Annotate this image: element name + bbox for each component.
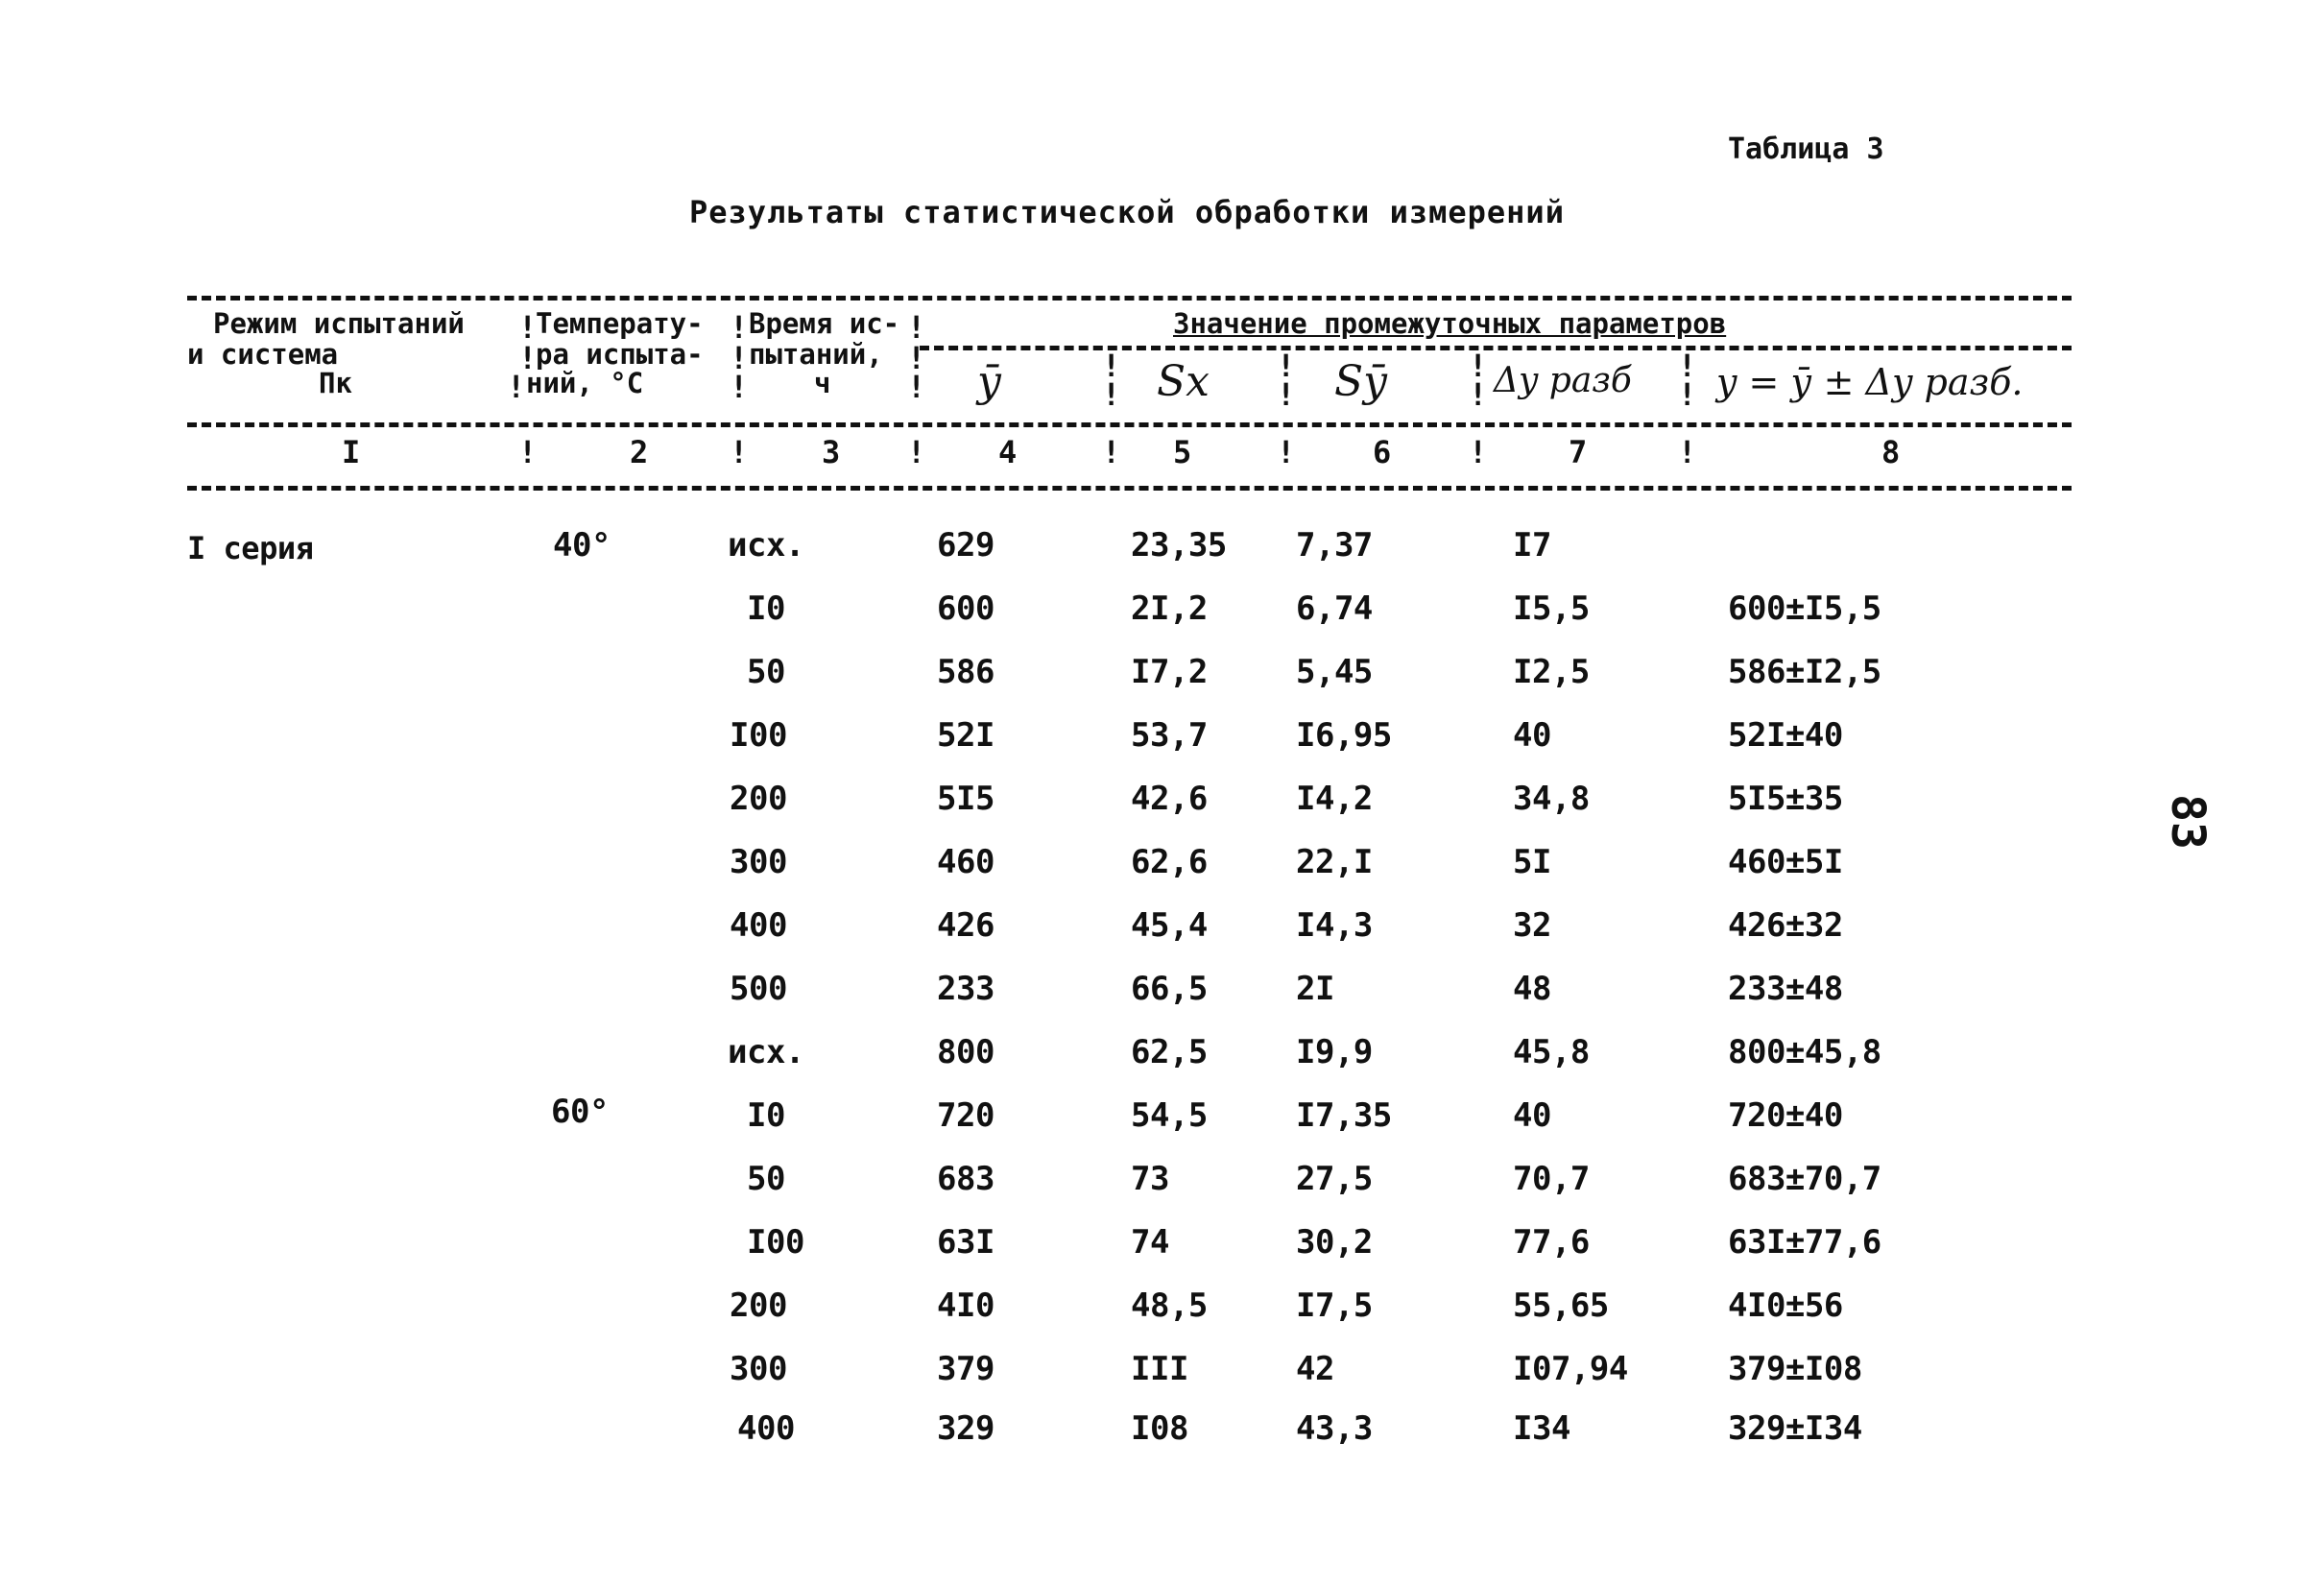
cell-sx: I7,2: [1131, 653, 1208, 691]
cell-sy: I7,35: [1296, 1096, 1392, 1135]
cell-dy: 55,65: [1513, 1286, 1609, 1325]
header-separator: !: [907, 340, 926, 376]
cell-res: 800±45,8: [1728, 1033, 1881, 1071]
cell-sy: I7,5: [1296, 1286, 1373, 1325]
header-separator: !: [730, 309, 749, 346]
page-number: 83: [2160, 794, 2215, 850]
cell-time: 50: [747, 1160, 785, 1198]
header-separator: !: [1277, 348, 1296, 384]
header-col2-line1: Температу-: [536, 307, 704, 340]
cell-dy: 70,7: [1513, 1160, 1590, 1198]
header-separator: !: [907, 369, 926, 405]
cell-y: 379: [937, 1350, 994, 1388]
cell-res: 329±I34: [1728, 1409, 1862, 1448]
cell-y: 800: [937, 1033, 994, 1071]
cell-time: 200: [730, 780, 787, 818]
cell-res: 586±I2,5: [1728, 653, 1881, 691]
cell-y: 329: [937, 1409, 994, 1448]
cell-sx: 45,4: [1131, 906, 1208, 945]
cell-y: 233: [937, 970, 994, 1008]
cell-time: исх.: [728, 526, 804, 565]
header-col1-line1: Режим испытаний: [213, 307, 465, 340]
cell-sy: I4,3: [1296, 906, 1373, 945]
cell-dy: I2,5: [1513, 653, 1590, 691]
column-number: 2: [630, 434, 649, 470]
column-separator: !: [730, 434, 749, 470]
cell-sy: 7,37: [1296, 526, 1373, 565]
cell-y: 683: [937, 1160, 994, 1198]
cell-res: 5I5±35: [1728, 780, 1843, 818]
cell-time: I00: [730, 716, 787, 755]
cell-y: 720: [937, 1096, 994, 1135]
cell-res: 720±40: [1728, 1096, 1843, 1135]
cell-sx: 23,35: [1131, 526, 1227, 565]
cell-sx: III: [1131, 1350, 1188, 1388]
cell-sy: 5,45: [1296, 653, 1373, 691]
header-separator: !: [518, 309, 538, 346]
cell-y: 629: [937, 526, 994, 565]
cell-dy: 32: [1513, 906, 1551, 945]
cell-dy: I07,94: [1513, 1350, 1628, 1388]
cell-res: 460±5I: [1728, 843, 1843, 881]
column-number: 7: [1569, 434, 1588, 470]
table-label: Таблица 3: [1728, 132, 1884, 166]
cell-dy: I5,5: [1513, 589, 1590, 628]
header-separator: !: [1678, 376, 1697, 413]
cell-dy: 34,8: [1513, 780, 1590, 818]
cell-dy: I7: [1513, 526, 1551, 565]
header-separator: !: [1469, 348, 1488, 384]
header-col1-line2: и система: [187, 338, 339, 371]
header-separator: !: [730, 369, 749, 405]
cell-time: 200: [730, 1286, 787, 1325]
cell-sy: 27,5: [1296, 1160, 1373, 1198]
cell-sy: 2I: [1296, 970, 1334, 1008]
header-separator: !: [1678, 348, 1697, 384]
header-formula: y = ӯ ± Δy разб.: [1716, 361, 2024, 403]
cell-res: 4I0±56: [1728, 1286, 1843, 1325]
cell-sx: 62,6: [1131, 843, 1208, 881]
cell-res: 233±48: [1728, 970, 1843, 1008]
cell-sx: 54,5: [1131, 1096, 1208, 1135]
cell-sx: 62,5: [1131, 1033, 1208, 1071]
cell-y: 52I: [937, 716, 994, 755]
cell-y: 460: [937, 843, 994, 881]
header-top-rule: [187, 296, 2072, 301]
cell-res: 379±I08: [1728, 1350, 1862, 1388]
cell-res: 600±I5,5: [1728, 589, 1881, 628]
cell-res: 52I±40: [1728, 716, 1843, 755]
cell-res: 63I±77,6: [1728, 1223, 1881, 1262]
cell-y: 600: [937, 589, 994, 628]
cell-time: 300: [730, 843, 787, 881]
header-mid-rule: [187, 422, 2072, 427]
header-separator: !: [1102, 376, 1121, 413]
cell-sy: 30,2: [1296, 1223, 1373, 1262]
cell-sx: 73: [1131, 1160, 1169, 1198]
header-separator: !: [1102, 348, 1121, 384]
cell-sy: I9,9: [1296, 1033, 1373, 1071]
cell-sy: 6,74: [1296, 589, 1373, 628]
cell-sy: 22,I: [1296, 843, 1373, 881]
cell-res: 426±32: [1728, 906, 1843, 945]
header-group: Значение промежуточных параметров: [1173, 307, 1727, 340]
column-separator: !: [1678, 434, 1697, 470]
column-separator: !: [1277, 434, 1296, 470]
cell-dy: 40: [1513, 1096, 1551, 1135]
cell-dy: 5I: [1513, 843, 1551, 881]
header-separator: !: [507, 369, 526, 405]
cell-time: исх.: [728, 1033, 804, 1071]
header-sx: Sx: [1157, 357, 1210, 406]
cell-time: 500: [730, 970, 787, 1008]
cell-time: 400: [730, 906, 787, 945]
cell-sx: 48,5: [1131, 1286, 1208, 1325]
cell-dy: 48: [1513, 970, 1551, 1008]
cell-dy: 77,6: [1513, 1223, 1590, 1262]
header-col1-line3: Пк: [319, 367, 352, 399]
column-separator: !: [1469, 434, 1488, 470]
cell-time: 300: [730, 1350, 787, 1388]
cell-res: 683±70,7: [1728, 1160, 1881, 1198]
cell-sx: 2I,2: [1131, 589, 1208, 628]
header-col3-line2: пытаний,: [749, 338, 883, 371]
cell-y: 426: [937, 906, 994, 945]
header-separator: !: [1277, 376, 1296, 413]
cell-sx: 74: [1131, 1223, 1169, 1262]
column-separator: !: [1102, 434, 1121, 470]
cell-time: 400: [737, 1409, 795, 1448]
cell-dy: 45,8: [1513, 1033, 1590, 1071]
cell-time: 50: [747, 653, 785, 691]
cell-sx: I08: [1131, 1409, 1188, 1448]
temperature-label: 60°: [551, 1093, 609, 1131]
column-number: 5: [1173, 434, 1192, 470]
cell-y: 586: [937, 653, 994, 691]
column-number: 6: [1373, 434, 1392, 470]
column-number: 4: [998, 434, 1018, 470]
header-sy: Sӯ: [1334, 357, 1388, 406]
column-number: 3: [822, 434, 841, 470]
header-col2-line2: ра испыта-: [536, 338, 704, 371]
header-y-mean: ӯ: [977, 357, 1002, 406]
header-dy: Δy разб: [1494, 361, 1632, 400]
cell-sy: 43,3: [1296, 1409, 1373, 1448]
cell-sx: 42,6: [1131, 780, 1208, 818]
header-separator: !: [518, 340, 538, 376]
cell-y: 63I: [937, 1223, 994, 1262]
column-separator: !: [518, 434, 538, 470]
cell-time: I0: [747, 1096, 785, 1135]
cell-y: 4I0: [937, 1286, 994, 1325]
column-separator: !: [907, 434, 926, 470]
header-bottom-rule: [187, 486, 2072, 491]
column-number: 8: [1881, 434, 1901, 470]
header-col2-line3: ний, °С: [526, 367, 644, 399]
cell-dy: I34: [1513, 1409, 1570, 1448]
cell-sx: 53,7: [1131, 716, 1208, 755]
header-separator: !: [730, 340, 749, 376]
group-rule: [920, 346, 2072, 350]
cell-dy: 40: [1513, 716, 1551, 755]
header-col3-line1: Время ис-: [749, 307, 900, 340]
cell-sy: 42: [1296, 1350, 1334, 1388]
header-col3-line3: ч: [814, 367, 831, 399]
cell-sy: I4,2: [1296, 780, 1373, 818]
temperature-label: 40°: [553, 526, 611, 565]
cell-sy: I6,95: [1296, 716, 1392, 755]
page-title: Результаты статистической обработки измерений: [689, 194, 1565, 230]
header-separator: !: [907, 309, 926, 346]
series-label: I серия: [187, 530, 314, 566]
header-separator: !: [1469, 376, 1488, 413]
column-number: I: [342, 434, 361, 470]
cell-time: I0: [747, 589, 785, 628]
cell-time: I00: [747, 1223, 804, 1262]
cell-sx: 66,5: [1131, 970, 1208, 1008]
cell-y: 5I5: [937, 780, 994, 818]
